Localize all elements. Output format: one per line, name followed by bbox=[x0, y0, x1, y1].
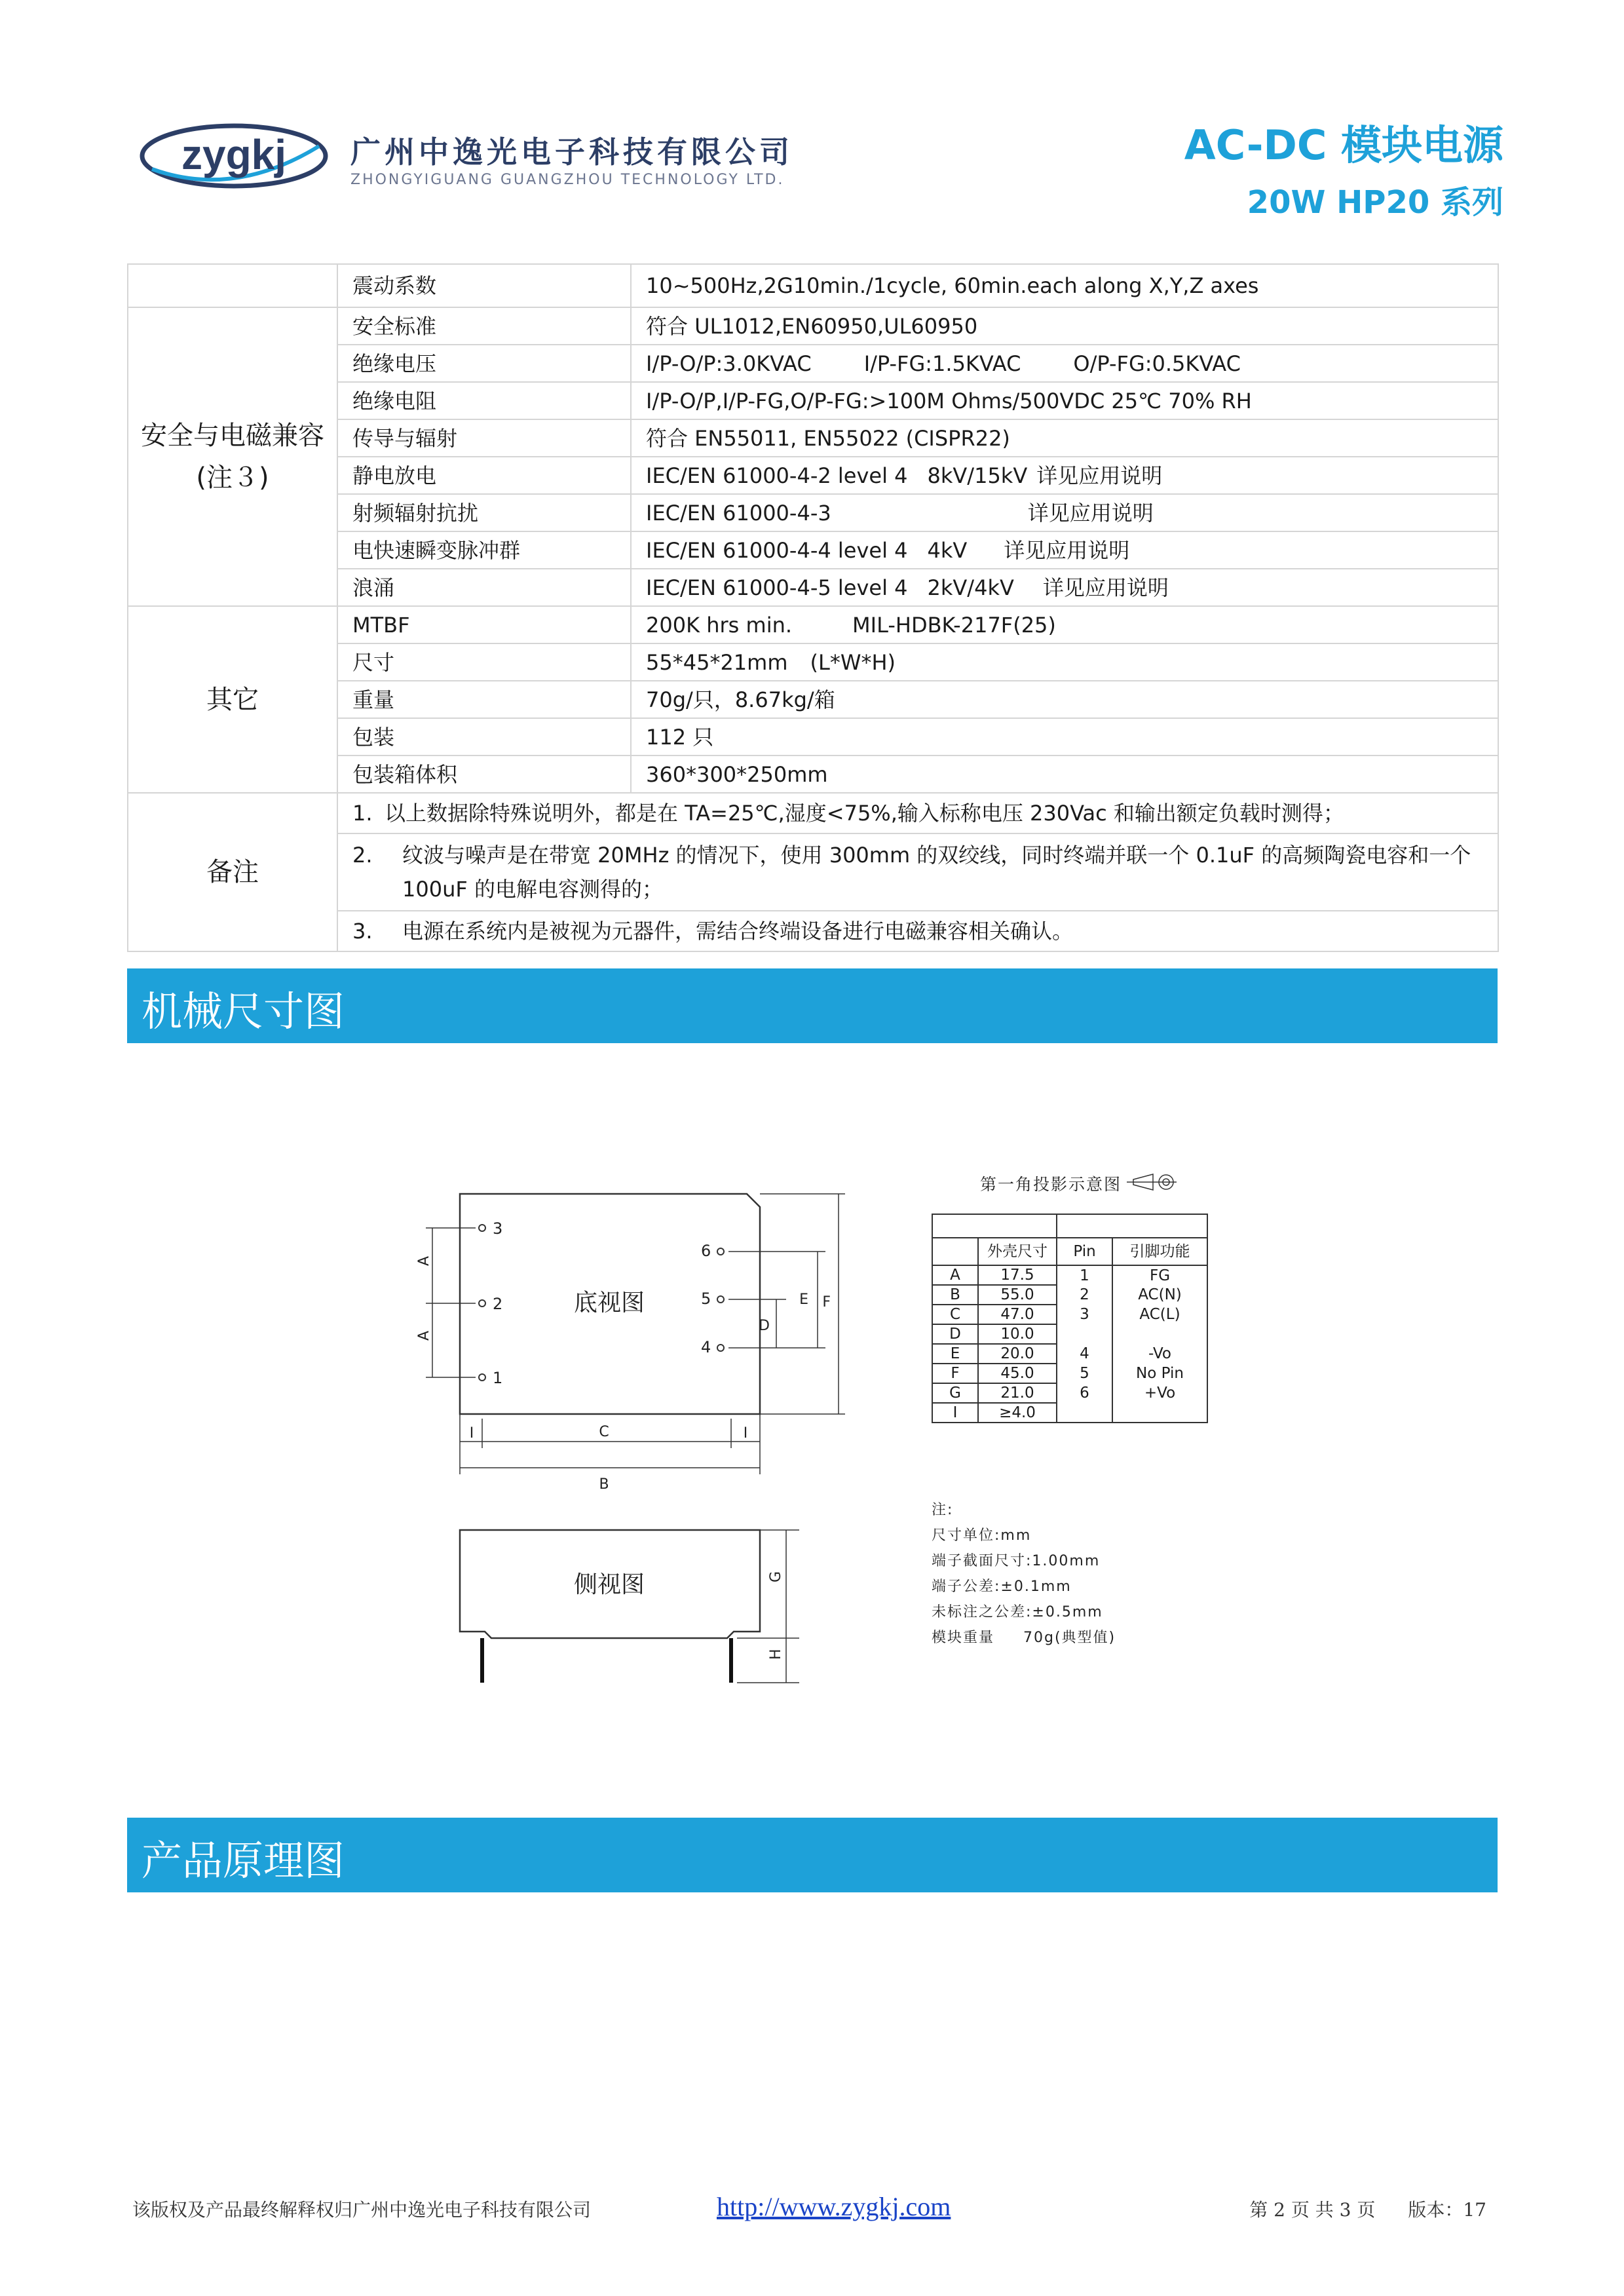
spec-value-part: 200K hrs min. bbox=[646, 612, 793, 638]
spec-label: 震动系数 bbox=[337, 264, 631, 307]
pin-3-marker bbox=[479, 1225, 485, 1231]
remark-number: 2. bbox=[352, 843, 373, 868]
spec-value bbox=[631, 643, 1498, 681]
spec-value-part: 详见应用说明 bbox=[1036, 463, 1163, 488]
dim-value: 20.0 bbox=[978, 1344, 1057, 1364]
spec-value bbox=[631, 531, 1498, 569]
dimension-bci bbox=[460, 1414, 760, 1474]
dim-value: 17.5 bbox=[978, 1265, 1057, 1285]
dim-value: 55.0 bbox=[978, 1285, 1057, 1305]
spec-value-part: I/P-FG:1.5KVAC bbox=[863, 351, 1021, 376]
document-title: AC-DC 模块电源 bbox=[1184, 121, 1503, 169]
remark-cell bbox=[337, 911, 1498, 951]
pin-function: AC(L) bbox=[1112, 1305, 1207, 1324]
pin-function: -Vo bbox=[1112, 1344, 1207, 1364]
group-remarks: 备注 bbox=[128, 793, 337, 951]
dim-table-row bbox=[932, 1305, 1207, 1324]
pin-label: 2 bbox=[493, 1295, 503, 1313]
spec-label: 重量 bbox=[337, 681, 631, 718]
spec-value: 112 只 bbox=[631, 718, 1498, 756]
pin-number: 4 bbox=[1057, 1344, 1112, 1364]
dim-table-row bbox=[932, 1285, 1207, 1305]
remark-text: 电源在系统内是被视为元器件，需结合终端设备进行电磁兼容相关确认。 bbox=[402, 919, 1074, 944]
dim-value: 10.0 bbox=[978, 1324, 1057, 1344]
spec-label: 绝缘电压 bbox=[337, 345, 631, 382]
company-name-cn: 广州中逸光电子科技有限公司 bbox=[350, 134, 793, 170]
weight-label: 模块重量 bbox=[932, 1630, 995, 1646]
remark-text-line: 以上数据除特殊说明外，都是在 TA=25℃,湿度<75%,输入标称电压 230Vac 和输出额定负载时测得； bbox=[385, 801, 1344, 826]
spec-label: 传导与辐射 bbox=[337, 419, 631, 457]
dimension-table bbox=[932, 1214, 1208, 1423]
version: 版本：17 bbox=[1408, 2199, 1486, 2221]
spec-value-part: 详见应用说明 bbox=[1004, 537, 1130, 563]
spec-value-part: IEC/EN 61000-4-4 level 4 bbox=[646, 537, 908, 563]
spec-label: 浪涌 bbox=[337, 569, 631, 606]
group-safety: 安全与电磁兼容(注３) bbox=[128, 307, 337, 606]
spec-value-part: IEC/EN 61000-4-3 bbox=[646, 500, 831, 526]
pin-function bbox=[1112, 1324, 1207, 1344]
section-title: 产品原理图 bbox=[142, 1837, 345, 1885]
projection-symbol bbox=[1127, 1174, 1177, 1190]
remark-cell bbox=[337, 833, 1498, 911]
company-logo bbox=[139, 117, 329, 195]
pin-number: 6 bbox=[1057, 1383, 1112, 1403]
note-terminal: 端子截面尺寸:1.00mm bbox=[932, 1553, 1101, 1569]
pin-function: +Vo bbox=[1112, 1383, 1207, 1403]
spec-label: 静电放电 bbox=[337, 457, 631, 494]
dim-table-row bbox=[932, 1403, 1207, 1423]
spec-label: 电快速瞬变脉冲群 bbox=[337, 531, 631, 569]
dim-key: C bbox=[932, 1305, 978, 1324]
dim-label-f: F bbox=[822, 1294, 831, 1311]
group-cell-empty bbox=[128, 264, 337, 307]
company-name-en: ZHONGYIGUANG GUANGZHOU TECHNOLOGY LTD. bbox=[350, 172, 785, 188]
dim-value: 21.0 bbox=[978, 1383, 1057, 1403]
pin-number bbox=[1057, 1324, 1112, 1344]
pin-function bbox=[1112, 1403, 1207, 1423]
remark-text: 纹波与噪声是在带宽 20MHz 的情况下，使用 300mm 的双绞线，同时终端并联一个 0.1uF 的高频陶瓷电容和一个 100uF 的电解电容测得的； bbox=[402, 843, 1471, 902]
dim-table-header bbox=[932, 1238, 1207, 1265]
spec-table bbox=[127, 263, 1499, 952]
dim-key: I bbox=[932, 1403, 978, 1423]
dim-label-c: C bbox=[599, 1424, 609, 1440]
dim-table-row bbox=[932, 1383, 1207, 1403]
spec-value bbox=[631, 457, 1498, 494]
dim-key: F bbox=[932, 1364, 978, 1383]
spec-row bbox=[128, 264, 1498, 307]
spec-value bbox=[631, 606, 1498, 643]
spec-value-part: IEC/EN 61000-4-2 level 4 bbox=[646, 463, 908, 488]
pin-label: 3 bbox=[493, 1219, 503, 1238]
spec-label: 安全标准 bbox=[337, 307, 631, 345]
pin-label: 4 bbox=[701, 1338, 711, 1356]
page-header bbox=[0, 0, 1624, 249]
remark-number: 3. bbox=[352, 919, 373, 944]
bottom-view-label: 底视图 bbox=[573, 1290, 645, 1316]
pin-1-marker bbox=[479, 1374, 485, 1381]
dim-key: A bbox=[932, 1265, 978, 1285]
dim-value: ≥4.0 bbox=[978, 1403, 1057, 1423]
spec-value: 符合 UL1012,EN60950,UL60950 bbox=[631, 307, 1498, 345]
group-other: 其它 bbox=[128, 606, 337, 793]
spec-label: 包装箱体积 bbox=[337, 756, 631, 793]
dim-table-row bbox=[932, 1344, 1207, 1364]
spec-value-part: MIL-HDBK-217F(25) bbox=[852, 612, 1056, 638]
section-title: 机械尺寸图 bbox=[142, 987, 345, 1035]
dim-label-a: A bbox=[416, 1255, 432, 1266]
spec-value-part: 2kV/4kV bbox=[927, 575, 1014, 600]
spec-label: 绝缘电阻 bbox=[337, 382, 631, 419]
spec-value bbox=[631, 345, 1498, 382]
spec-value: 符合 EN55011, EN55022 (CISPR22) bbox=[631, 419, 1498, 457]
dim-label-b: B bbox=[599, 1476, 609, 1493]
spec-value-part: 55*45*21mm bbox=[646, 649, 788, 675]
header-pin: Pin bbox=[1057, 1238, 1112, 1265]
remark-number: 1. bbox=[337, 793, 631, 833]
pin-function: AC(N) bbox=[1112, 1285, 1207, 1305]
note-weight bbox=[932, 1625, 1116, 1651]
spec-value: 360*300*250mm bbox=[631, 756, 1498, 793]
spec-value-part: 4kV bbox=[927, 537, 968, 563]
dim-label-d: D bbox=[759, 1318, 770, 1334]
spec-value: 70g/只，8.67kg/箱 bbox=[631, 681, 1498, 718]
pin-number: 3 bbox=[1057, 1305, 1112, 1324]
remark-row bbox=[128, 793, 1498, 833]
spec-value: 10~500Hz,2G10min./1cycle, 60min.each along X,Y,Z axes bbox=[631, 264, 1498, 307]
footer-copyright: 该版权及产品最终解释权归广州中逸光电子科技有限公司 bbox=[132, 2199, 592, 2221]
remark-text bbox=[385, 793, 1498, 833]
footer-website-link[interactable]: http://www.zygkj.com bbox=[717, 2192, 951, 2221]
note-general-tolerance: 未标注之公差:±0.5mm bbox=[932, 1604, 1103, 1620]
spec-label: 包装 bbox=[337, 718, 631, 756]
dim-label-i: I bbox=[743, 1425, 748, 1442]
dimension-a bbox=[426, 1228, 476, 1377]
spec-label: 尺寸 bbox=[337, 643, 631, 681]
pin-2-marker bbox=[479, 1300, 485, 1307]
pin-number: 1 bbox=[1057, 1265, 1112, 1285]
note-tolerance: 端子公差:±0.1mm bbox=[932, 1578, 1072, 1595]
spec-value-part: I/P-O/P:3.0KVAC bbox=[646, 351, 812, 376]
dim-key: B bbox=[932, 1285, 978, 1305]
spec-value-part: 详见应用说明 bbox=[1027, 500, 1154, 526]
logo-text: zygkj bbox=[181, 131, 287, 178]
section-bar-mechanical bbox=[127, 968, 1498, 1043]
spec-row bbox=[128, 606, 1498, 643]
header-func: 引脚功能 bbox=[1112, 1238, 1207, 1265]
drawing-notes bbox=[932, 1497, 1116, 1651]
notes-title: 注: bbox=[932, 1502, 954, 1518]
side-view-label: 侧视图 bbox=[573, 1571, 645, 1598]
pin-label: 1 bbox=[493, 1369, 503, 1387]
dim-table-row bbox=[932, 1324, 1207, 1344]
spec-row bbox=[128, 307, 1498, 345]
spec-label: 射频辐射抗扰 bbox=[337, 494, 631, 531]
dim-label-g: G bbox=[768, 1571, 784, 1582]
pin-label: 5 bbox=[701, 1290, 711, 1308]
pin-label: 6 bbox=[701, 1242, 711, 1260]
note-unit: 尺寸单位:mm bbox=[932, 1527, 1032, 1544]
dim-value: 47.0 bbox=[978, 1305, 1057, 1324]
dim-key: D bbox=[932, 1324, 978, 1344]
dim-table-blank-row bbox=[932, 1214, 1207, 1238]
spec-value: I/P-O/P,I/P-FG,O/P-FG:>100M Ohms/500VDC 25℃ 70% RH bbox=[631, 382, 1498, 419]
spec-label: MTBF bbox=[337, 606, 631, 643]
dim-label-a: A bbox=[416, 1330, 432, 1341]
dim-value: 45.0 bbox=[978, 1364, 1057, 1383]
weight-value: 70g(典型值) bbox=[1023, 1630, 1116, 1646]
spec-value-part: 8kV/15kV bbox=[927, 463, 1028, 488]
pin-number bbox=[1057, 1403, 1112, 1423]
spec-value-part: (L*W*H) bbox=[810, 649, 896, 675]
spec-value-part: 详见应用说明 bbox=[1042, 575, 1169, 600]
pin-function: No Pin bbox=[1112, 1364, 1207, 1383]
page-number: 第 2 页 共 3 页 bbox=[1249, 2199, 1376, 2221]
spec-value bbox=[631, 569, 1498, 606]
header-dim: 外壳尺寸 bbox=[978, 1238, 1057, 1265]
spec-value-part: O/P-FG:0.5KVAC bbox=[1073, 351, 1241, 376]
footer-page-info bbox=[1249, 2196, 1486, 2222]
pin-number: 5 bbox=[1057, 1364, 1112, 1383]
spec-value-part: IEC/EN 61000-4-5 level 4 bbox=[646, 575, 908, 600]
dim-key: G bbox=[932, 1383, 978, 1403]
dim-key: E bbox=[932, 1344, 978, 1364]
pin-4-marker bbox=[717, 1345, 724, 1351]
pin-5-marker bbox=[717, 1296, 724, 1303]
projection-label: 第一角投影示意图 bbox=[980, 1175, 1122, 1194]
pin-number: 2 bbox=[1057, 1285, 1112, 1305]
dim-label-h: H bbox=[768, 1649, 784, 1660]
dim-table-row bbox=[932, 1265, 1207, 1285]
pin-function: FG bbox=[1112, 1265, 1207, 1285]
section-bar-principle bbox=[127, 1818, 1498, 1892]
pin-6-marker bbox=[717, 1248, 724, 1255]
spec-value bbox=[631, 494, 1498, 531]
dim-label-e: E bbox=[799, 1292, 808, 1308]
document-subtitle: 20W HP20 系列 bbox=[1247, 184, 1503, 221]
dim-label-i: I bbox=[469, 1425, 474, 1442]
dim-table-row bbox=[932, 1364, 1207, 1383]
